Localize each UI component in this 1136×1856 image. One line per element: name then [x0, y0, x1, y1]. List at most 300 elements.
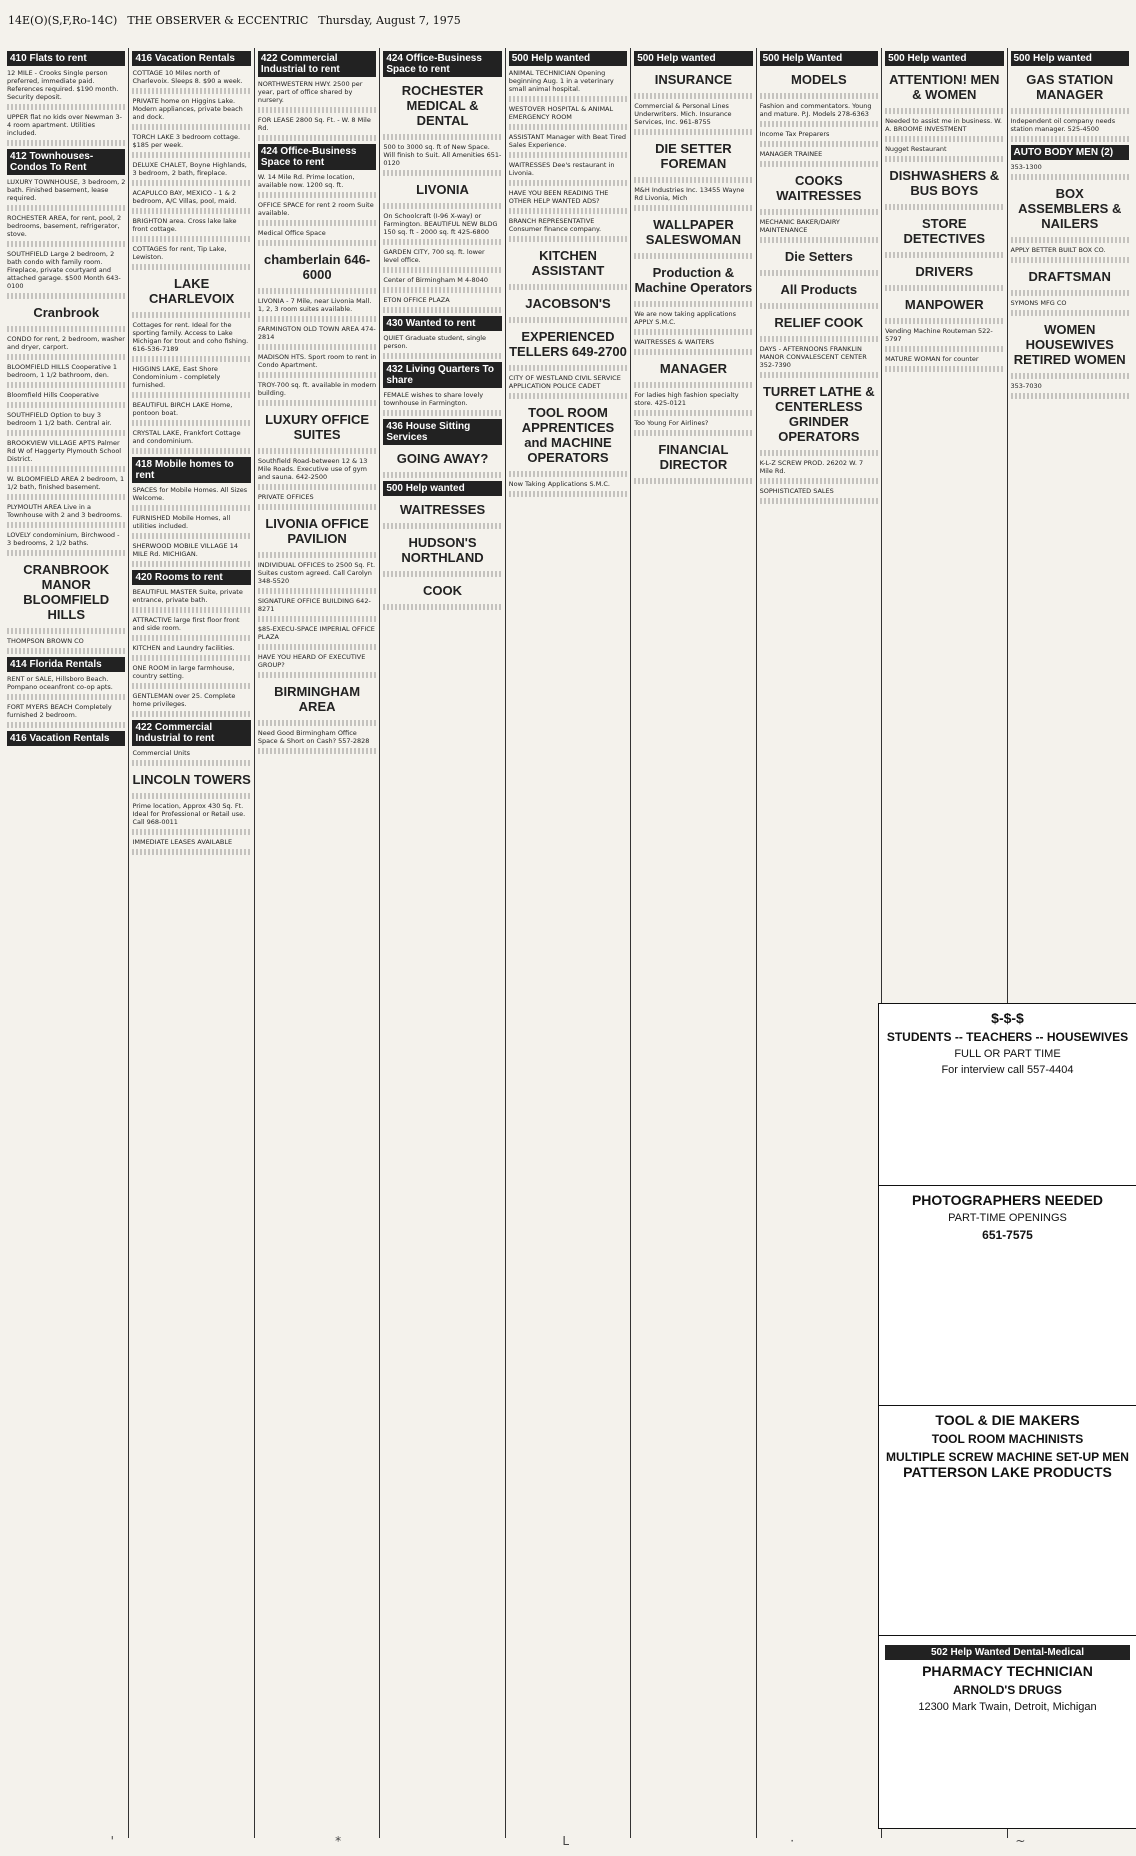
text-filler: [132, 505, 250, 511]
classified-listing: FURNISHED Mobile Homes, all utilities included.: [132, 514, 231, 530]
classified-listing: SYMONS MFG CO: [1010, 299, 1067, 307]
pharmacy-line1: ARNOLD'S DRUGS: [953, 1683, 1062, 1697]
text-filler: [383, 353, 501, 359]
classified-listing: UPPER flat no kids over Newman 3-4 room apartment. Utilities included.: [7, 113, 123, 137]
classified-listing: LUXURY TOWNHOUSE, 3 bedroom, 2 bath. Finished basement, lease required.: [7, 178, 126, 202]
text-filler: [885, 252, 1003, 258]
text-filler: [132, 448, 250, 454]
section-header: 500 Help wanted: [509, 51, 627, 66]
issue-date: Thursday, August 7, 1975: [318, 13, 461, 27]
text-filler: [383, 472, 501, 478]
text-filler: [760, 93, 878, 99]
display-listing: Production & Machine Operators: [634, 265, 753, 295]
text-filler: [760, 372, 878, 378]
text-filler: [7, 241, 125, 247]
classified-listing: NORTHWESTERN HWY. 2500 per year, part of office shared by nursery.: [257, 80, 363, 104]
text-filler: [7, 293, 125, 299]
display-listing: EXPERIENCED TELLERS 649-2700: [509, 329, 627, 359]
text-filler: [258, 720, 376, 726]
classified-listing: For ladies high fashion specialty store. 425-0121: [634, 391, 739, 407]
text-filler: [634, 93, 752, 99]
tool-die-title: TOOL & DIE MAKERS: [935, 1412, 1080, 1428]
text-filler: [634, 349, 752, 355]
text-filler: [258, 288, 376, 294]
section-header: 500 Help wanted: [1011, 51, 1129, 66]
text-filler: [258, 135, 376, 141]
classified-listing: K-L-Z SCREW PROD. 26202 W. 7 Mile Rd.: [759, 459, 864, 475]
text-filler: [885, 136, 1003, 142]
text-filler: [7, 402, 125, 408]
display-listing: BOX ASSEMBLERS & NAILERS: [1018, 186, 1122, 231]
paper-name: THE OBSERVER & ECCENTRIC: [127, 13, 309, 27]
classified-listing: CONDO for rent, 2 bedroom, washer and dryer, carport.: [7, 335, 125, 351]
classified-listing: $85-EXECU-SPACE IMPERIAL OFFICE PLAZA: [257, 625, 375, 641]
classified-listing: We are now taking applications APPLY S.M.C.: [634, 310, 737, 326]
text-filler: [132, 655, 250, 661]
text-filler: [760, 121, 878, 127]
display-listing: CRANBROOK MANOR BLOOMFIELD HILLS: [23, 562, 110, 622]
classified-listing: MANAGER TRAINEE: [759, 150, 823, 158]
classified-listing: Nugget Restaurant: [885, 145, 947, 153]
text-filler: [383, 267, 501, 273]
text-filler: [132, 420, 250, 426]
tool-die-company: PATTERSON LAKE PRODUCTS: [903, 1464, 1112, 1480]
text-filler: [1011, 108, 1129, 114]
section-header: 500 Help wanted: [634, 51, 752, 66]
section-header: 416 Vacation Rentals: [132, 51, 250, 66]
classified-listing: TORCH LAKE 3 bedroom cottage. $185 per week.: [132, 133, 241, 149]
classified-listing: 12 MILE - Crooks Single person preferred, immediate paid. References required. $190 month. Security deposit.: [7, 69, 119, 101]
text-filler: [383, 239, 501, 245]
classified-listing: 353-1300: [1010, 163, 1042, 171]
column-1: [4, 48, 129, 1838]
text-filler: [634, 430, 752, 436]
text-filler: [132, 760, 250, 766]
text-filler: [634, 129, 752, 135]
classified-listing: W. BLOOMFIELD AREA 2 bedroom, 1 1/2 bath, finished basement.: [7, 475, 125, 491]
classified-listing: Cottages for rent. Ideal for the sporting family. Access to Lake Michigan for trout and coho fishing. 616-536-7189: [132, 321, 249, 353]
footer-marks: [0, 1834, 1136, 1848]
text-filler: [1011, 290, 1129, 296]
classified-listing: Southfield Road-between 12 & 13 Mile Roads. Executive use of gym and sauna. 642-2500: [257, 457, 368, 481]
section-header: 430 Wanted to rent: [383, 316, 501, 331]
display-listing: INSURANCE: [654, 72, 733, 87]
text-filler: [509, 393, 627, 399]
classified-listing: HAVE YOU HEARD OF EXECUTIVE GROUP?: [257, 653, 366, 669]
students-line3: For interview call 557-4404: [941, 1064, 1074, 1076]
display-listing: Cranbrook: [33, 305, 100, 320]
classified-listing: ETON OFFICE PLAZA: [383, 296, 450, 304]
photographers-ad: [878, 1185, 1136, 1409]
text-filler: [634, 478, 752, 484]
section-header: 410 Flats to rent: [7, 51, 125, 66]
display-listing: COOKS WAITRESSES: [776, 173, 862, 203]
display-listing: WALLPAPER SALESWOMAN: [645, 217, 742, 247]
pharmacy-line2: 12300 Mark Twain, Detroit, Michigan: [918, 1701, 1097, 1713]
classified-listing: WAITRESSES & WAITERS: [634, 338, 715, 346]
display-listing: Die Setters: [784, 249, 853, 264]
display-listing: HUDSON'S NORTHLAND: [401, 535, 484, 565]
text-filler: [258, 644, 376, 650]
classified-listing: ROCHESTER AREA, for rent, pool, 2 bedrooms, basement, refrigerator, stove.: [7, 214, 122, 238]
classified-listing: IMMEDIATE LEASES AVAILABLE: [132, 838, 233, 846]
section-header: 500 Help wanted: [885, 51, 1003, 66]
classified-listing: HIGGINS LAKE, East Shore Condominium - completely furnished.: [132, 365, 221, 389]
text-filler: [1011, 257, 1129, 263]
text-filler: [885, 285, 1003, 291]
classified-listing: ONE ROOM in large farmhouse, country setting.: [132, 664, 235, 680]
text-filler: [258, 588, 376, 594]
text-filler: [258, 344, 376, 350]
section-header: 416 Vacation Rentals: [7, 731, 125, 746]
text-filler: [383, 287, 501, 293]
students-ad: [878, 1003, 1136, 1187]
classified-listing: BRANCH REPRESENTATIVE Consumer finance company.: [508, 217, 602, 233]
section-header: AUTO BODY MEN (2): [1011, 145, 1129, 160]
classified-listing: ANIMAL TECHNICIAN Opening beginning Aug. 1 in a veterinary small animal hospital.: [508, 69, 614, 93]
folio: 14E(O)(S,F,Ro-14C): [8, 13, 118, 27]
text-filler: [760, 303, 878, 309]
classified-listing: MATURE WOMAN for counter: [885, 355, 979, 363]
display-listing: STORE DETECTIVES: [903, 216, 986, 246]
classified-listing: FORT MYERS BEACH Completely furnished 2 bedroom.: [7, 703, 112, 719]
text-filler: [383, 604, 501, 610]
section-header: 412 Townhouses-Condos To Rent: [7, 149, 125, 175]
text-filler: [7, 354, 125, 360]
text-filler: [509, 124, 627, 130]
display-listing: DRIVERS: [915, 264, 974, 279]
text-filler: [509, 491, 627, 497]
text-filler: [760, 498, 878, 504]
text-filler: [634, 205, 752, 211]
text-filler: [1011, 237, 1129, 243]
text-filler: [132, 683, 250, 689]
text-filler: [132, 312, 250, 318]
classified-listing: Commercial Units: [132, 749, 190, 757]
classified-listing: FOR LEASE 2800 Sq. Ft. - W. 8 Mile Rd.: [257, 116, 371, 132]
display-listing: GOING AWAY?: [396, 451, 489, 466]
text-filler: [7, 494, 125, 500]
classified-listing: On Schoolcraft (I-96 X-way) or Farmington. BEAUTIFUL NEW BLDG 150 sq. ft - 2000 sq. ft 425-6800: [383, 212, 498, 236]
text-filler: [509, 236, 627, 242]
text-filler: [383, 307, 501, 313]
text-filler: [258, 552, 376, 558]
pharmacy-title: PHARMACY TECHNICIAN: [922, 1663, 1093, 1679]
column-7: [757, 48, 882, 1838]
tool-die-line1: TOOL ROOM MACHINISTS: [931, 1432, 1084, 1446]
text-filler: [383, 571, 501, 577]
classified-listing: MECHANIC BAKER/DAIRY MAINTENANCE: [759, 218, 840, 234]
text-filler: [132, 180, 250, 186]
display-listing: MODELS: [791, 72, 847, 87]
classified-listing: GENTLEMAN over 25. Complete home privileges.: [132, 692, 236, 708]
section-header: 432 Living Quarters To share: [383, 362, 501, 388]
text-filler: [760, 141, 878, 147]
classified-listing: DAYS - AFTERNOONS FRANKLIN MANOR CONVALESCENT CENTER 352-7390: [759, 345, 867, 369]
classified-listing: CITY OF WESTLAND CIVIL SERVICE APPLICATION POLICE CADET: [508, 374, 621, 390]
text-filler: [885, 108, 1003, 114]
text-filler: [1011, 393, 1129, 399]
text-filler: [760, 270, 878, 276]
text-filler: [509, 96, 627, 102]
classified-listing: OFFICE SPACE for rent 2 room Suite available.: [257, 201, 374, 217]
text-filler: [7, 522, 125, 528]
text-filler: [634, 177, 752, 183]
text-filler: [132, 124, 250, 130]
section-header: 500 Help Wanted: [760, 51, 878, 66]
display-listing: TOOL ROOM APPRENTICES and MACHINE OPERATORS: [521, 405, 615, 465]
column-2: [129, 48, 254, 1838]
display-listing: LIVONIA: [416, 182, 469, 197]
text-filler: [634, 329, 752, 335]
text-filler: [885, 318, 1003, 324]
pharmacy-ad: [878, 1635, 1136, 1829]
classified-listing: BROOKVIEW VILLAGE APTS Palmer Rd W of Haggerty Plymouth School District.: [7, 439, 122, 463]
column-4: [380, 48, 505, 1838]
display-listing: MANPOWER: [904, 297, 984, 312]
classified-listing: FEMALE wishes to share lovely townhouse in Farmington.: [383, 391, 484, 407]
display-listing: LUXURY OFFICE SUITES: [265, 412, 370, 442]
classified-listing: BRIGHTON area. Cross lake lake front cottage.: [132, 217, 237, 233]
classified-listing: BEAUTIFUL MASTER Suite, private entrance, private bath.: [132, 588, 243, 604]
classified-listing: INDIVIDUAL OFFICES to 2500 Sq. Ft. Suites custom agreed. Call Carolyn 348-5520: [257, 561, 376, 585]
text-filler: [509, 180, 627, 186]
text-filler: [634, 410, 752, 416]
classified-listing: SHERWOOD MOBILE VILLAGE 14 MILE Rd. MICHIGAN.: [132, 542, 239, 558]
text-filler: [509, 152, 627, 158]
classified-listing: Too Young For Airlines?: [634, 419, 709, 427]
text-filler: [132, 793, 250, 799]
text-filler: [509, 284, 627, 290]
text-filler: [634, 382, 752, 388]
display-listing: DISHWASHERS & BUS BOYS: [889, 168, 1000, 198]
classified-listing: PRIVATE home on Higgins Lake. Modern appliances, private beach and dock.: [132, 97, 243, 121]
text-filler: [760, 209, 878, 215]
text-filler: [1011, 136, 1129, 142]
classified-listing: MADISON HTS. Sport room to rent in Condo Apartment.: [257, 353, 377, 369]
text-filler: [132, 829, 250, 835]
classified-listing: SOUTHFIELD Option to buy 3 bedroom 1 1/2 bath. Central air.: [7, 411, 112, 427]
display-listing: KITCHEN ASSISTANT: [531, 248, 605, 278]
stray-mark: ·: [790, 1834, 795, 1848]
text-filler: [258, 107, 376, 113]
stray-mark: ': [110, 1834, 114, 1848]
text-filler: [760, 450, 878, 456]
text-filler: [258, 316, 376, 322]
text-filler: [634, 253, 752, 259]
section-header: 436 House Sitting Services: [383, 419, 501, 445]
classified-listing: HAVE YOU BEEN READING THE OTHER HELP WANTED ADS?: [508, 189, 609, 205]
classified-listing: Need Good Birmingham Office Space & Short on Cash? 557-2828: [257, 729, 370, 745]
text-filler: [383, 410, 501, 416]
text-filler: [258, 748, 376, 754]
classified-listing: Needed to assist me in business. W. A. BROOME INVESTMENT: [885, 117, 1002, 133]
text-filler: [509, 208, 627, 214]
classified-listing: GARDEN CITY, 700 sq. ft. lower level office.: [383, 248, 485, 264]
text-filler: [132, 236, 250, 242]
classified-listing: Fashion and commentators. Young and mature. P.J. Models 278-6363: [759, 102, 872, 118]
classified-listing: COTTAGE 10 Miles north of Charlevoix. Sleeps 8. $90 a week.: [132, 69, 243, 85]
classified-listing: KITCHEN and Laundry facilities.: [132, 644, 235, 652]
text-filler: [885, 346, 1003, 352]
text-filler: [760, 237, 878, 243]
text-filler: [7, 628, 125, 634]
display-listing: ATTENTION! MEN & WOMEN: [889, 72, 1000, 102]
section-header: 420 Rooms to rent: [132, 570, 250, 585]
text-filler: [760, 478, 878, 484]
text-filler: [132, 635, 250, 641]
text-filler: [1011, 174, 1129, 180]
text-filler: [760, 161, 878, 167]
section-header: 414 Florida Rentals: [7, 657, 125, 672]
text-filler: [132, 711, 250, 717]
classified-listing: Medical Office Space: [257, 229, 326, 237]
text-filler: [7, 648, 125, 654]
text-filler: [132, 392, 250, 398]
display-listing: RELIEF COOK: [774, 315, 864, 330]
classified-listing: APPLY BETTER BUILT BOX CO.: [1010, 246, 1106, 254]
display-listing: JACOBSON'S: [525, 296, 611, 311]
classified-listing: QUIET Graduate student, single person.: [383, 334, 487, 350]
classified-listing: M&H Industries Inc. 13455 Wayne Rd Livonia, Mich: [634, 186, 745, 202]
text-filler: [7, 466, 125, 472]
text-filler: [7, 104, 125, 110]
text-filler: [7, 550, 125, 556]
text-filler: [760, 336, 878, 342]
classified-listing: COTTAGES for rent, Tip Lake, Lewiston.: [132, 245, 227, 261]
classified-listing: BLOOMFIELD HILLS Cooperative 1 bedroom, 1 1/2 bathroom, den.: [7, 363, 118, 379]
classified-listing: LIVONIA - 7 Mile, near Livonia Mall. 1, 2, 3 room suites available.: [257, 297, 372, 313]
stray-mark: ~: [1015, 1834, 1026, 1848]
text-filler: [258, 672, 376, 678]
display-listing: DRAFTSMAN: [1028, 269, 1111, 284]
display-listing: LIVONIA OFFICE PAVILION: [265, 516, 369, 546]
stray-mark: *: [335, 1834, 342, 1848]
classified-listing: Income Tax Preparers: [759, 130, 830, 138]
display-listing: LAKE CHARLEVOIX: [149, 276, 235, 306]
photographers-title: PHOTOGRAPHERS NEEDED: [911, 1192, 1104, 1208]
text-filler: [383, 170, 501, 176]
stray-mark: L: [562, 1834, 570, 1848]
display-listing: WAITRESSES: [399, 502, 486, 517]
display-listing: DIE SETTER FOREMAN: [655, 141, 732, 171]
section-header: 422 Commercial Industrial to rent: [132, 720, 250, 746]
text-filler: [383, 523, 501, 529]
classified-listing: Prime location, Approx 430 Sq. Ft. Ideal for Professional or Retail use. Call 968-0011: [132, 802, 246, 826]
classified-listing: Center of Birmingham M 4-8040: [383, 276, 488, 284]
classified-listing: PLYMOUTH AREA Live in a Townhouse with 2 and 3 bedrooms.: [7, 503, 123, 519]
display-listing: FINANCIAL DIRECTOR: [658, 442, 729, 472]
display-listing: BIRMINGHAM AREA: [274, 684, 361, 714]
text-filler: [7, 140, 125, 146]
tool-die-ad: [878, 1405, 1136, 1639]
section-header: 422 Commercial Industrial to rent: [258, 51, 376, 77]
text-filler: [258, 616, 376, 622]
students-line1: STUDENTS -- TEACHERS -- HOUSEWIVES: [886, 1030, 1129, 1044]
classified-listing: W. 14 Mile Rd. Prime location, available now. 1200 sq. ft.: [257, 173, 355, 189]
display-listing: GAS STATION MANAGER: [1026, 72, 1114, 102]
text-filler: [1011, 310, 1129, 316]
classified-listing: WAITRESSES Dee's restaurant in Livonia.: [508, 161, 615, 177]
text-filler: [383, 134, 501, 140]
text-filler: [258, 192, 376, 198]
text-filler: [132, 152, 250, 158]
classified-listing: BEAUTIFUL BIRCH LAKE Home, pontoon boat.: [132, 401, 233, 417]
text-filler: [258, 400, 376, 406]
classified-listing: Bloomfield Hills Cooperative: [7, 391, 99, 399]
text-filler: [885, 366, 1003, 372]
classified-listing: DELUXE CHALET, Boyne Highlands, 3 bedroom, 2 bath, fireplace.: [132, 161, 247, 177]
students-line2: FULL OR PART TIME: [954, 1048, 1061, 1060]
text-filler: [7, 326, 125, 332]
classified-listing: TROY-700 sq. ft. available in modern building.: [257, 381, 377, 397]
students-title: $-$-$: [991, 1010, 1024, 1026]
text-filler: [132, 607, 250, 613]
display-listing: COOK: [423, 583, 463, 598]
classified-listing: Vending Machine Routeman 522-5797: [885, 327, 993, 343]
classified-listing: SIGNATURE OFFICE BUILDING 642-8271: [257, 597, 371, 613]
text-filler: [132, 264, 250, 270]
classified-listing: 353-7030: [1010, 382, 1042, 390]
text-filler: [258, 448, 376, 454]
text-filler: [132, 849, 250, 855]
text-filler: [7, 382, 125, 388]
section-header: 424 Office-Business Space to rent: [383, 51, 501, 77]
classified-listing: SOUTHFIELD Large 2 bedroom, 2 bath condo with family room. Fireplace, private courtyard and attached garage. $500 Month 643-0100: [7, 250, 121, 290]
text-filler: [383, 203, 501, 209]
display-listing: LINCOLN TOWERS: [132, 772, 251, 787]
text-filler: [509, 317, 627, 323]
text-filler: [132, 356, 250, 362]
text-filler: [258, 504, 376, 510]
text-filler: [258, 220, 376, 226]
text-filler: [132, 533, 250, 539]
classified-listing: SOPHISTICATED SALES: [759, 487, 834, 495]
pharmacy-section-head: 502 Help Wanted Dental-Medical: [885, 1645, 1130, 1660]
masthead: [0, 0, 1136, 40]
section-header: 424 Office-Business Space to rent: [258, 144, 376, 170]
display-listing: All Products: [780, 282, 858, 297]
photographers-line1: PART-TIME OPENINGS: [948, 1212, 1067, 1224]
text-filler: [258, 240, 376, 246]
section-header: 500 Help wanted: [383, 481, 501, 496]
classified-listing: Commercial & Personal Lines Underwriters. Mich. Insurance Services, Inc. 961-8755: [634, 102, 732, 126]
text-filler: [509, 365, 627, 371]
classified-listing: ACAPULCO BAY, MEXICO - 1 & 2 bedroom, A/C Villas, pool, maid.: [132, 189, 237, 205]
classified-listing: SPACES for Mobile Homes. All Sizes Welcome.: [132, 486, 248, 502]
display-listing: ROCHESTER MEDICAL & DENTAL: [401, 83, 484, 128]
column-5: [506, 48, 631, 1838]
column-6: [631, 48, 756, 1838]
text-filler: [258, 484, 376, 490]
display-listing: MANAGER: [659, 361, 727, 376]
text-filler: [132, 88, 250, 94]
section-header: 418 Mobile homes to rent: [132, 457, 250, 483]
classified-listing: 500 to 3000 sq. ft of New Space. Will finish to Suit. All Amenities 651-0120: [383, 143, 502, 167]
text-filler: [132, 208, 250, 214]
text-filler: [132, 561, 250, 567]
text-filler: [7, 205, 125, 211]
text-filler: [885, 204, 1003, 210]
text-filler: [634, 301, 752, 307]
classified-listing: WESTOVER HOSPITAL & ANIMAL EMERGENCY ROOM: [508, 105, 614, 121]
text-filler: [1011, 373, 1129, 379]
classified-listing: ATTRACTIVE large first floor front and side room.: [132, 616, 240, 632]
classified-listing: PRIVATE OFFICES: [257, 493, 314, 501]
classified-listing: ASSISTANT Manager with Beat Tired Sales Experience.: [508, 133, 627, 149]
text-filler: [885, 156, 1003, 162]
classified-listing: Independent oil company needs station manager. 525-4500: [1010, 117, 1116, 133]
